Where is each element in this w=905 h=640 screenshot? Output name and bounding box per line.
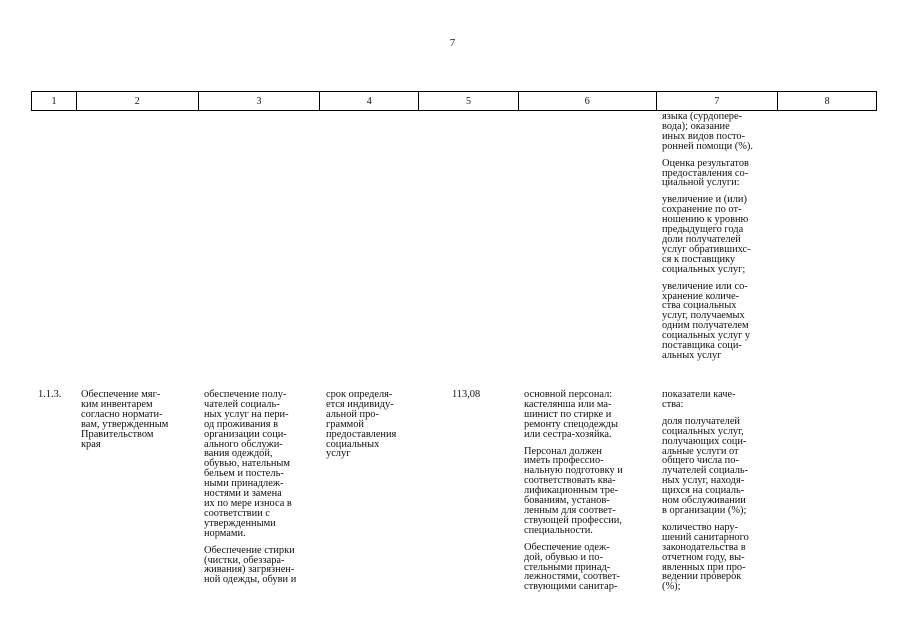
header-cell-4: 4 bbox=[320, 92, 419, 110]
col6-paragraph: основной персонал: кастелянша или ма- шинист по стирке и ремонту спецодежды или сестра-хозяйка. bbox=[524, 389, 618, 440]
header-cell-8: 8 bbox=[824, 95, 830, 107]
col6-paragraph: Обеспечение одеж- дой, обувью и по- стельными принад- лежностями, соответ- ствующими санитар- bbox=[524, 541, 620, 593]
header-cell-3: 3 bbox=[199, 92, 321, 110]
col7-paragraph: увеличение или со- хранение количе- ства социальных услуг, получаемых одним получателем социальных услуг у поставщика соци- альных услуг bbox=[662, 280, 751, 361]
table-header-row bbox=[31, 91, 877, 111]
service-term-text: срок определя- ется индивиду- альной про- граммой предоставления социальных услуг bbox=[326, 389, 397, 460]
service-conditions bbox=[524, 390, 656, 592]
service-code: 1.1.3. bbox=[38, 389, 62, 400]
service-name bbox=[81, 390, 199, 449]
service-quality-indicators bbox=[662, 390, 782, 592]
service-content bbox=[204, 390, 322, 585]
col7-paragraph: показатели каче- ства: bbox=[662, 389, 736, 410]
col7-paragraph: Оценка результатов предоставления со- циальной услуги: bbox=[662, 157, 749, 189]
col7-paragraph: языка (сурдопере- вода); оказание иных видов посто- ронней помощи (%). bbox=[662, 111, 753, 152]
service-name-text: Обеспечение мяг- ким инвентарем согласно нормати- вам, утвержденным Правительством края bbox=[81, 389, 169, 450]
header-cell-1: 1 bbox=[32, 92, 77, 110]
col3-paragraph: Обеспечение стирки (чистки, обеззара- живания) загрязнен- ной одежды, обуви и bbox=[204, 544, 297, 586]
col7-paragraph: увеличение и (или) сохранение по от- ношению к уровню предыдущего года доли получателей услуг обратившихс- ся к поставщику социальных услуг; bbox=[662, 194, 751, 275]
header-cell-7: 7 bbox=[657, 92, 779, 110]
col6-paragraph: Персонал должен иметь профессио- нальную подготовку и соответствовать ква- лификационным тре- бованиям, установ- ленным для соответ- ствующей профессии, специальности. bbox=[524, 445, 623, 536]
col7-paragraph: доля получателей социальных услуг, получающих соци- альные услуги от общего числа по- лучателей социаль- ных услуг, находя- щихся на социаль- ном обслуживании в организации (%); bbox=[662, 415, 749, 516]
continued-quality-indicators bbox=[662, 112, 782, 361]
header-cell-2: 2 bbox=[77, 92, 199, 110]
header-cell-6: 6 bbox=[519, 92, 657, 110]
col3-paragraph: обеспечение полу- чателей социаль- ных услуг на пери- од проживания в организации соци- ального обслужи- вания одеждой, обувью, нательным бельем и постель- ными принадлеж- ностями и замена их по мере износа в соответствии с утвержденными нормами. bbox=[204, 389, 292, 539]
header-cell-5: 5 bbox=[419, 92, 519, 110]
service-tariff: 113,08 bbox=[452, 389, 481, 400]
page-number: 7 bbox=[449, 37, 456, 49]
service-term bbox=[326, 390, 422, 459]
col7-paragraph: количество нару- шений санитарного законодательства в отчетном году, вы- явленных при про- ведении проверок (%); bbox=[662, 521, 749, 593]
